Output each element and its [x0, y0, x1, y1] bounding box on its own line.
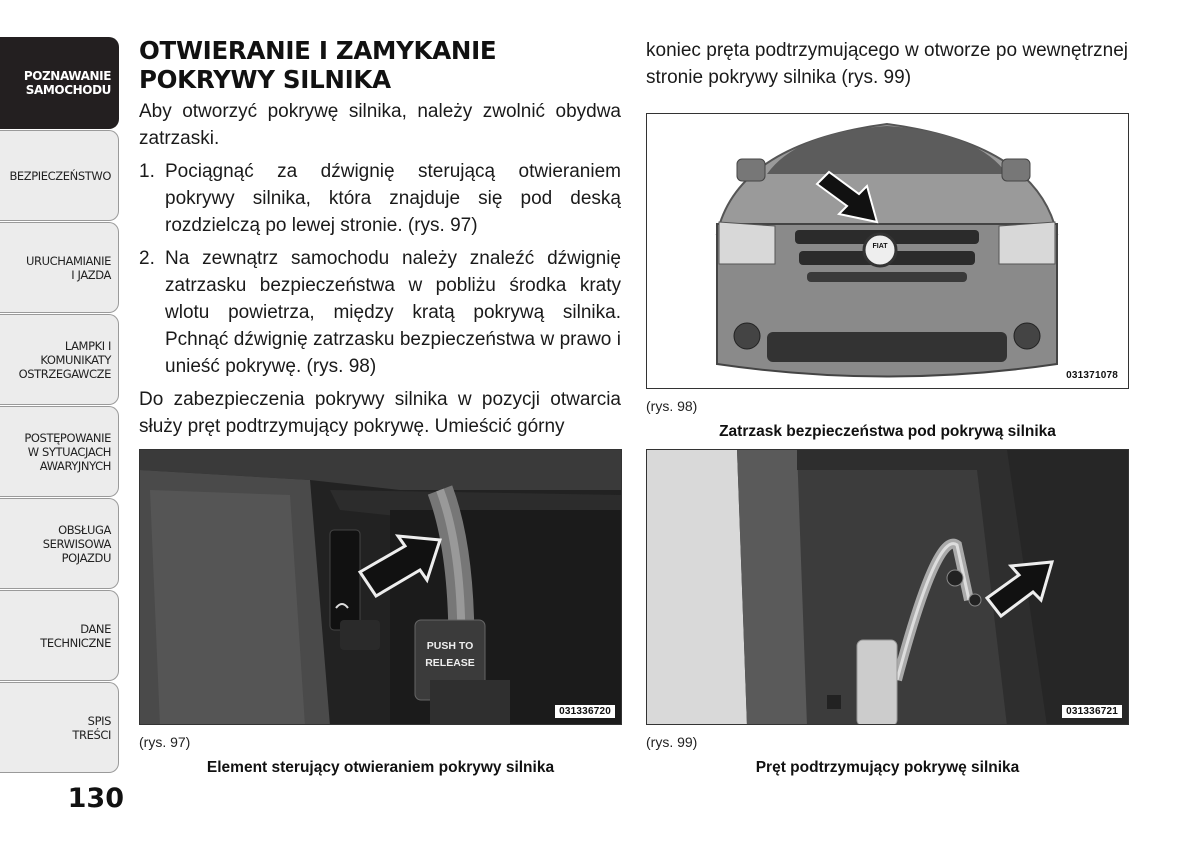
- tab-dane-techniczne[interactable]: [0, 590, 119, 681]
- figure-reference: (rys. 98): [646, 398, 698, 414]
- continued-paragraph: koniec pręta podtrzymującego w otworze po wewnętrznej stronie pokrywy silnika (rys. 99): [646, 40, 1128, 88]
- tab-spis-tresci[interactable]: [0, 682, 119, 773]
- intro-paragraph: Aby otworzyć pokrywę silnika, należy zwolnić obydwa zatrzaski.: [139, 101, 621, 149]
- tab-label: POZNAWANIE SAMOCHODU: [23, 69, 111, 97]
- tab-label: POSTĘPOWANIE W SYTUACJACH AWARYJNYCH: [24, 430, 111, 473]
- figure-code: 031336720: [555, 705, 615, 718]
- step-text: Pociągnąć za dźwignię sterującą otwieraniem pokrywy silnika, która znajduje się pod deską rozdzielczą po lewej stronie. (rys. 97): [165, 161, 621, 236]
- figure-hood-release-lever: [139, 449, 622, 725]
- tab-label: URUCHAMIANIE I JAZDA: [25, 253, 111, 282]
- figure-code: 031336721: [1062, 705, 1122, 718]
- tab-bezpieczenstwo[interactable]: [0, 130, 119, 221]
- step-number: 2.: [139, 248, 155, 269]
- step-item: [139, 245, 621, 380]
- figure-caption: Element sterujący otwieraniem pokrywy silnika: [206, 759, 555, 776]
- support-rod-photo: [647, 450, 1129, 725]
- tab-uruchamianie-i-jazda[interactable]: [0, 222, 119, 313]
- figure-code: 031371078: [1066, 370, 1118, 381]
- tab-label: OBSŁUGA SERWISOWA POJAZDU: [42, 522, 111, 565]
- tab-label: DANE TECHNICZNE: [40, 621, 111, 650]
- tab-postepowanie-awaryjne[interactable]: [0, 406, 119, 497]
- support-rod-paragraph: Do zabezpieczenia pokrywy silnika w pozycji otwarcia służy pręt podtrzymujący pokrywę. Umieścić górny: [139, 389, 621, 437]
- hood-release-photo: [140, 450, 622, 725]
- car-front-photo: [647, 114, 1129, 389]
- step-text: Na zewnątrz samochodu należy znaleźć dźwignię zatrzasku bezpieczeństwa w pobliżu środka kraty wlotu powietrza, między kratą pokrywą silnika. Pchnąć dźwignię zatrzasku bezpieczeństwa w prawo i unieść pokrywę. (rys. 98): [165, 248, 621, 377]
- figure-support-rod: [646, 449, 1129, 725]
- step-number: 1.: [139, 161, 155, 182]
- tab-label: LAMPKI I KOMUNIKATY OSTRZEGAWCZE: [18, 338, 111, 381]
- tab-label: SPIS TREŚCI: [72, 713, 111, 742]
- tab-lampki-i-komunikaty[interactable]: [0, 314, 119, 405]
- figure-caption: Zatrzask bezpieczeństwa pod pokrywą silnika: [719, 423, 1056, 440]
- tab-obsluga-serwisowa[interactable]: [0, 498, 119, 589]
- figure-reference: (rys. 97): [139, 734, 191, 750]
- figure-reference: (rys. 99): [646, 734, 698, 750]
- figure-caption: Pręt podtrzymujący pokrywę silnika: [755, 759, 1020, 776]
- step-item: [139, 158, 621, 239]
- tab-label: BEZPIECZEŃSTWO: [9, 168, 111, 183]
- section-heading: OTWIERANIE I ZAMYKANIE POKRYWY SILNIKA: [139, 36, 497, 94]
- tab-poznawanie-samochodu[interactable]: [0, 37, 119, 129]
- push-to-release-label: PUSH TO RELEASE: [425, 640, 475, 669]
- page-number: 130: [67, 783, 124, 814]
- brand-badge: FIAT: [872, 243, 888, 250]
- figure-safety-catch: [646, 113, 1129, 389]
- text-column-left: [139, 98, 621, 440]
